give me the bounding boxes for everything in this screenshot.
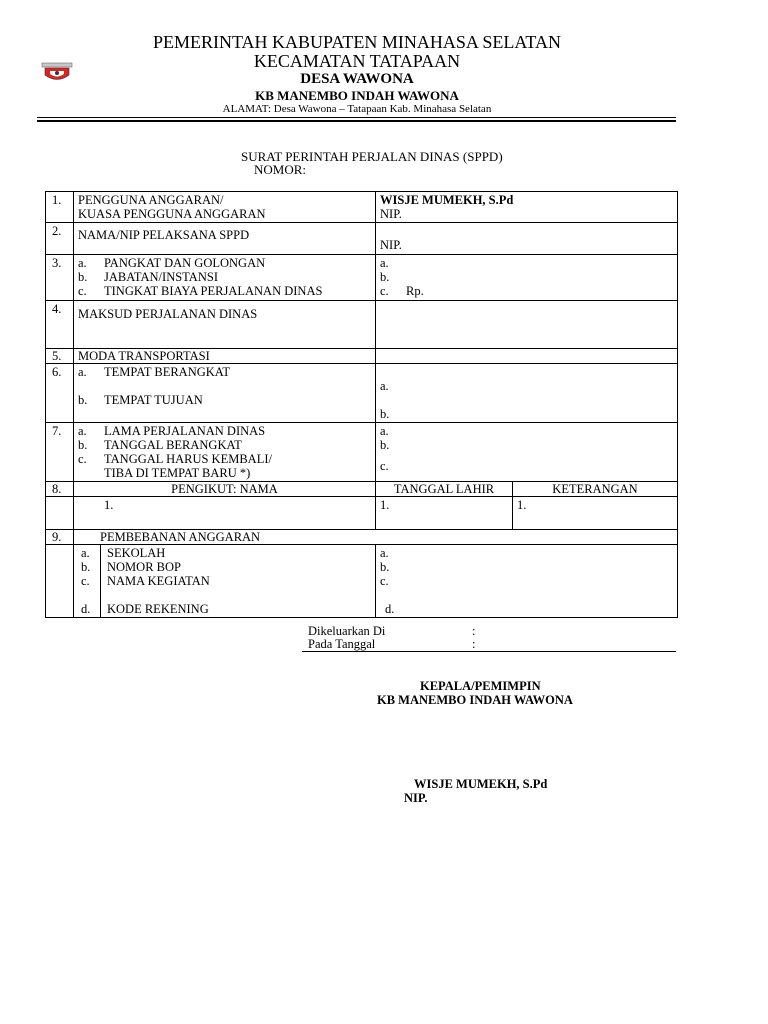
sub-letter: a. — [78, 256, 87, 270]
row-label — [74, 192, 376, 223]
sub-letter: b. — [78, 270, 88, 284]
sub-text: TANGGAL HARUS KEMBALI/ — [104, 452, 272, 466]
row-number: 1. — [46, 192, 74, 223]
executor-nip: NIP. — [380, 238, 402, 252]
table-row — [46, 349, 678, 364]
sub-item — [78, 270, 371, 284]
issued-place-colon: : — [472, 624, 476, 638]
header-divider-thick — [37, 120, 676, 122]
budget-items — [101, 545, 376, 618]
signer-nip: NIP. — [404, 791, 428, 805]
table-row — [46, 364, 678, 423]
sppd-form-table — [45, 191, 678, 618]
sub-text: SEKOLAH — [107, 546, 166, 560]
budget-user-nip: NIP. — [380, 207, 402, 221]
currency-label: Rp. — [406, 284, 424, 298]
spacer — [380, 224, 673, 238]
row-number: 3. — [46, 255, 74, 301]
sub-text: KODE REKENING — [107, 602, 209, 616]
row-label: NAMA/NIP PELAKSANA SPPD — [74, 223, 376, 255]
issued-date-label: Pada Tanggal — [308, 637, 376, 651]
header-divider-thin — [37, 117, 676, 118]
sub-value: a. — [380, 424, 389, 438]
sub-text: LAMA PERJALANAN DINAS — [104, 424, 266, 438]
remarks-cell[interactable]: 1. — [513, 497, 678, 530]
row-label — [74, 364, 376, 423]
label-line: PENGGUNA ANGGARAN/ — [78, 193, 224, 207]
sub-text: TANGGAL BERANGKAT — [104, 438, 242, 452]
sub-value: c. — [380, 574, 389, 588]
table-row — [46, 545, 678, 618]
row-label — [74, 423, 376, 482]
sub-text: NAMA KEGIATAN — [107, 574, 210, 588]
cell-text: 1. — [104, 498, 114, 512]
row-label — [74, 255, 376, 301]
budget-charge-label — [74, 530, 678, 545]
table-row — [46, 423, 678, 482]
spacer — [78, 379, 371, 393]
sub-letter: b. — [78, 438, 88, 452]
sub-value: a. — [380, 546, 389, 560]
sub-item — [78, 466, 371, 480]
sub-text: PANGKAT DAN GOLONGAN — [104, 256, 266, 270]
sub-letter: a. — [78, 365, 87, 379]
spacer — [380, 393, 673, 407]
document-title: SURAT PERINTAH PERJALAN DINAS (SPPD) — [241, 149, 503, 164]
row-number: 9. — [46, 530, 74, 545]
row-label: MODA TRANSPORTASI — [74, 349, 376, 364]
header-institution: KB MANEMBO INDAH WAWONA — [255, 88, 459, 103]
sub-value — [380, 284, 673, 298]
cell-text: PEMBEBANAN ANGGARAN — [100, 530, 261, 544]
header-government: PEMERINTAH KABUPATEN MINAHASA SELATAN — [153, 32, 561, 52]
budget-user-name: WISJE MUMEKH, S.Pd — [380, 193, 514, 207]
sub-value: a. — [380, 379, 389, 393]
spacer — [81, 588, 96, 602]
sub-letter: d. — [81, 602, 91, 616]
sub-item — [78, 438, 371, 452]
signer-role: KEPALA/PEMIMPIN — [420, 679, 541, 693]
sub-text: TINGKAT BIAYA PERJALANAN DINAS — [104, 284, 323, 298]
sub-letter: a. — [78, 424, 87, 438]
letters-column — [74, 545, 101, 618]
table-row — [46, 255, 678, 301]
table-row — [46, 223, 678, 255]
row-number — [46, 545, 74, 618]
signer-organization: KB MANEMBO INDAH WAWONA — [377, 693, 573, 707]
birth-date-cell[interactable]: 1. — [376, 497, 513, 530]
sub-letter: b. — [78, 393, 88, 407]
spacer — [107, 588, 371, 602]
sub-text: TEMPAT BERANGKAT — [104, 365, 231, 379]
spacer — [380, 452, 673, 459]
place-values[interactable] — [376, 364, 678, 423]
sub-item — [78, 424, 371, 438]
header-village: DESA WAWONA — [300, 71, 414, 87]
table-row — [46, 530, 678, 545]
birth-date-header: TANGGAL LAHIR — [376, 482, 513, 497]
issued-date-colon: : — [472, 637, 476, 651]
table-row — [46, 482, 678, 497]
remarks-header: KETERANGAN — [513, 482, 678, 497]
signer-name: WISJE MUMEKH, S.Pd — [414, 777, 548, 791]
budget-values[interactable] — [376, 545, 678, 618]
sub-letter: a. — [81, 546, 90, 560]
label-line: KUASA PENGGUNA ANGGARAN — [78, 207, 266, 221]
sub-letter: c. — [81, 574, 90, 588]
sub-value: d. — [385, 602, 395, 616]
sub-value: b. — [380, 560, 390, 574]
sub-value: b. — [380, 407, 390, 421]
sub-value: a. — [380, 256, 389, 270]
sub-text: TIBA DI TEMPAT BARU *) — [104, 466, 251, 480]
spacer — [380, 365, 673, 379]
sub-letter: b. — [81, 560, 91, 574]
table-row — [46, 192, 678, 223]
row-number: 8. — [46, 482, 74, 497]
row-number: 6. — [46, 364, 74, 423]
companion-name-header: PENGIKUT: NAMA — [74, 482, 376, 497]
row-value[interactable] — [376, 192, 678, 223]
document-number-label: NOMOR: — [254, 162, 307, 177]
row-number: 7. — [46, 423, 74, 482]
sub-value: b. — [380, 270, 390, 284]
table-row — [46, 497, 678, 530]
row-label: MAKSUD PERJALANAN DINAS — [74, 301, 376, 349]
sub-text: TEMPAT TUJUAN — [104, 393, 203, 407]
transport-value[interactable] — [376, 349, 678, 364]
sub-letter: c. — [78, 452, 87, 466]
sub-item — [78, 256, 371, 270]
header-address: ALAMAT: Desa Wawona – Tatapaan Kab. Minahasa Selatan — [222, 103, 492, 115]
issued-place-label: Dikeluarkan Di — [308, 624, 386, 638]
sub-letter: c. — [380, 284, 389, 298]
sub-letter: c. — [78, 284, 87, 298]
companion-name-cell[interactable] — [74, 497, 376, 530]
sub-item — [78, 365, 371, 379]
row-number — [46, 497, 74, 530]
header-district: KECAMATAN TATAPAAN — [253, 51, 461, 71]
table-row — [46, 301, 678, 349]
sub-text: JABATAN/INSTANSI — [104, 270, 218, 284]
sub-value: c. — [380, 459, 389, 473]
spacer — [380, 588, 673, 602]
row-number: 2. — [46, 223, 74, 255]
row-number: 5. — [46, 349, 74, 364]
sub-item — [78, 393, 371, 407]
issued-divider — [302, 651, 676, 652]
date-values[interactable] — [376, 423, 678, 482]
rank-values[interactable] — [376, 255, 678, 301]
sub-value: b. — [380, 438, 390, 452]
sub-text: NOMOR BOP — [107, 560, 181, 574]
executor-value[interactable] — [376, 223, 678, 255]
sub-item — [78, 284, 371, 298]
row-number: 4. — [46, 301, 74, 349]
purpose-value[interactable] — [376, 301, 678, 349]
sub-item — [78, 452, 371, 466]
